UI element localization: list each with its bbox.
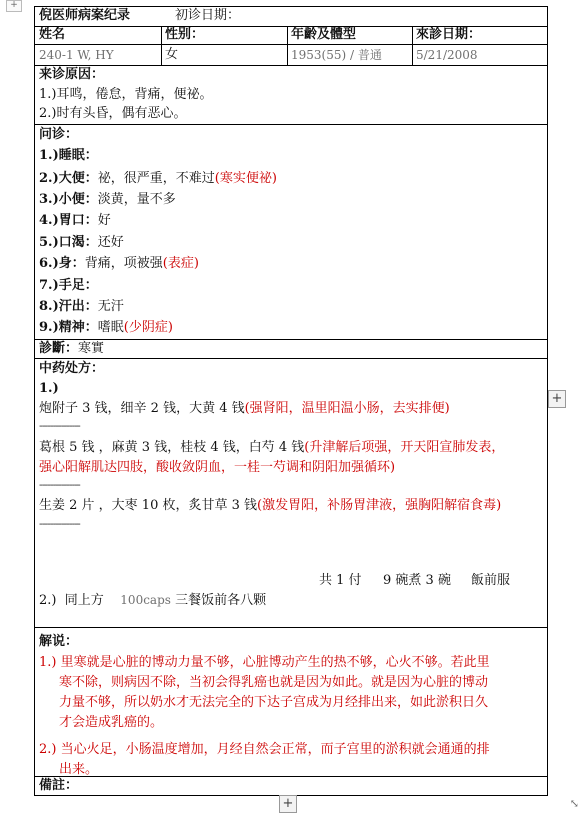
row-divider bbox=[35, 358, 547, 359]
prescription-number: 1.) bbox=[39, 381, 59, 396]
dosage-timing: 飯前服 bbox=[471, 573, 511, 588]
inquiry-item-stool: 2.)大便：祕，很严重，不难过(寒实便祕) bbox=[39, 171, 277, 186]
prescription-second: 2.) 同上方 100caps 三餐饭前各八颗 bbox=[39, 593, 267, 608]
explanation-item-2: 2.) 当心火足，小肠温度增加，月经自然会正常，而子宫里的淤积就会通通的排 出来。 bbox=[39, 742, 490, 777]
inquiry-item-sweat: 8.)汗出：无汗 bbox=[39, 299, 124, 314]
inquiry-item-urine: 3.)小便：淡黄，量不多 bbox=[39, 192, 176, 207]
complaint-item: 2.)时有头昏，偶有恶心。 bbox=[39, 106, 187, 121]
prescription-line-2: 葛根 5 钱 ，麻黄 3 钱，桂枝 4 钱，白芍 4 钱(升津解后项强，开天阳宣肺发表， bbox=[39, 440, 505, 455]
prescription-line-1: 炮附子 3 钱，细辛 2 钱，大黄 4 钱(强肾阳，温里阳温小肠，去实排便) bbox=[39, 401, 450, 416]
patient-name-value[interactable]: 240-1 W, HY bbox=[39, 48, 114, 62]
column-divider bbox=[161, 26, 162, 65]
column-header-age: 年齡及體型 bbox=[291, 27, 357, 42]
diagnosis-value: 寒實 bbox=[78, 341, 105, 356]
patient-sex-value[interactable]: 女 bbox=[165, 47, 179, 62]
inquiry-item-spirit: 9.)精神：嗜眠(少阴症) bbox=[39, 320, 173, 335]
table-resize-grip-icon[interactable]: ⤡ bbox=[569, 797, 579, 810]
record-title: 倪医师病案纪录 bbox=[39, 8, 131, 23]
column-header-date: 來診日期： bbox=[416, 27, 482, 42]
column-header-sex: 性别： bbox=[165, 27, 205, 42]
row-divider bbox=[35, 339, 547, 340]
column-divider bbox=[412, 26, 413, 65]
table-move-handle[interactable]: + bbox=[6, 0, 22, 12]
prescription-line-2-cont: 强心阳解肌达四肢，酸收敛阴血，一桂一芍调和阴阳加强循环) bbox=[39, 460, 396, 475]
complaint-heading: 来诊原因： bbox=[39, 67, 105, 82]
prescription-line-3: 生姜 2 片 ，大枣 10 枚，炙甘草 3 钱(激发胃阳，补肠胃津液，强胸阳解宿食毒) bbox=[39, 498, 502, 513]
add-column-button[interactable]: + bbox=[548, 390, 566, 408]
visit-date-value[interactable]: 5/21/2008 bbox=[416, 48, 478, 62]
first-visit-label: 初诊日期： bbox=[175, 8, 241, 23]
add-row-button[interactable]: + bbox=[279, 795, 297, 813]
explanation-heading: 解说： bbox=[39, 634, 79, 649]
prescription-heading: 中药处方： bbox=[39, 361, 105, 376]
dashed-separator: --------------- bbox=[39, 478, 80, 491]
patient-age-value[interactable]: 1953(55) / 普通 bbox=[291, 48, 382, 62]
dashed-separator: --------------- bbox=[39, 419, 80, 432]
notes-heading: 備註： bbox=[39, 778, 79, 793]
diagnosis-row bbox=[39, 340, 104, 358]
inquiry-heading: 问诊： bbox=[39, 127, 79, 142]
row-divider bbox=[35, 65, 547, 66]
column-header-name: 姓名 bbox=[39, 27, 66, 42]
dosage-boil: 9 碗煮 3 碗 bbox=[383, 573, 451, 588]
inquiry-item-body: 6.)身：背痛，项被强(表症) bbox=[39, 256, 199, 271]
explanation-item-1: 1.) 里寒就是心脏的博动力量不够，心脏博动产生的热不够，心火不够。若此里 寒不除，则病因不除，当初会得乳癌也就是因为如此。就是因为心脏的博动 力量不够，所以奶水才无法完全的下达子宫成为月经排出来，如此淤积日久 才会造成乳癌的。 bbox=[39, 655, 490, 730]
row-divider bbox=[35, 44, 547, 45]
case-record-table bbox=[34, 6, 548, 796]
diagnosis-label: 診斷： bbox=[39, 341, 79, 356]
inquiry-item-thirst: 5.)口渴：还好 bbox=[39, 235, 124, 250]
dosage-count: 共 1 付 bbox=[319, 573, 362, 588]
dashed-separator: --------------- bbox=[39, 517, 80, 530]
row-divider bbox=[35, 627, 547, 628]
inquiry-item-appetite: 4.)胃口：好 bbox=[39, 213, 111, 228]
row-divider bbox=[35, 124, 547, 125]
inquiry-item-limbs: 7.)手足： bbox=[39, 278, 98, 293]
column-divider bbox=[287, 26, 288, 65]
complaint-item: 1.)耳鸣，倦怠，背痛，便祕。 bbox=[39, 87, 213, 102]
inquiry-item-sleep: 1.)睡眠： bbox=[39, 148, 98, 163]
